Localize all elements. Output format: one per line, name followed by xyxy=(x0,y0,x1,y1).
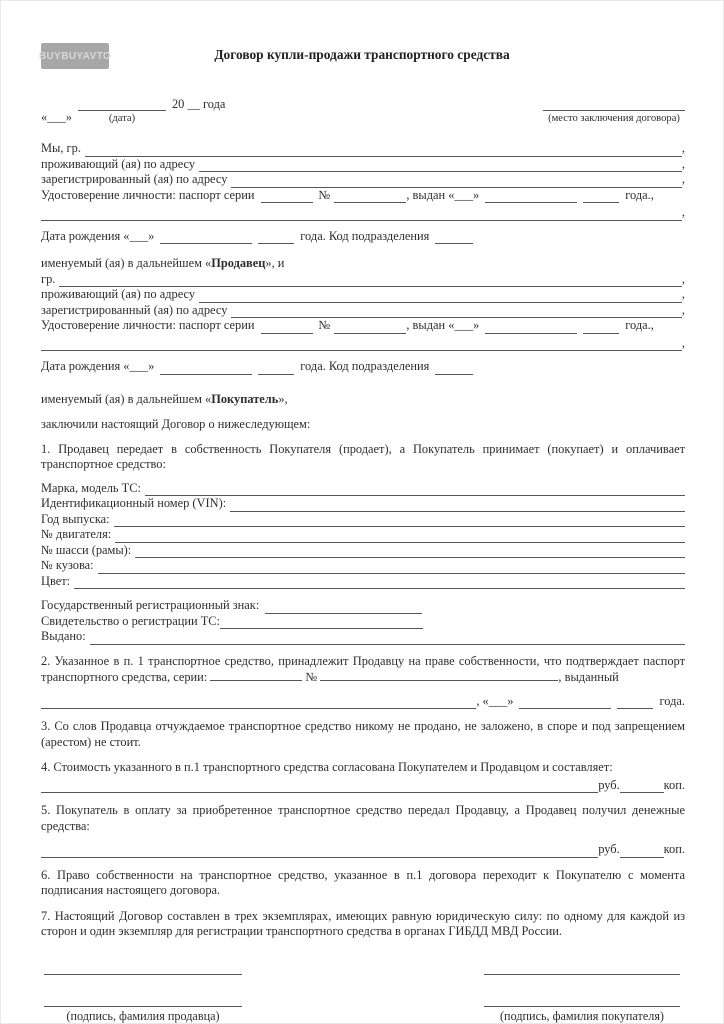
buyer-issued-suffix: года., xyxy=(625,318,654,332)
vehicle-field-row xyxy=(41,527,685,543)
clause-6: 6. Право собственности на транспортное средство, указанное в п.1 договора переходит к Покупателю с момента подписания настоящего договора. xyxy=(41,867,685,897)
registration-section xyxy=(41,598,685,645)
date-day-quotes: «___» xyxy=(41,110,72,124)
seller-signature-label: (подпись, фамилия продавца) xyxy=(66,1008,220,1023)
page-title: Договор купли-продажи транспортного средства xyxy=(214,47,510,62)
seller-birth-date-blank xyxy=(160,230,252,244)
buyer-dept-code-blank xyxy=(435,361,473,375)
seller-registered-blank xyxy=(231,174,681,188)
comma: , xyxy=(681,287,685,301)
clause-4-amount-row xyxy=(41,778,685,794)
buyer-residing-blank xyxy=(199,289,682,303)
reg-cert-row xyxy=(41,614,685,630)
seller-birth-suffix: года. Код подразделения xyxy=(300,228,430,243)
date-blank xyxy=(78,97,166,125)
reg-plate-row xyxy=(41,598,685,614)
vehicle-field-row xyxy=(41,574,685,590)
vehicle-color-label: Цвет: xyxy=(41,573,71,588)
vehicle-chassis-blank xyxy=(135,544,685,558)
buyer-named-name: Покупатель xyxy=(211,391,279,406)
seller-name-row xyxy=(41,141,685,157)
place-of-signing xyxy=(543,97,685,125)
paid-amount-blank xyxy=(41,844,598,858)
vehicle-field-row xyxy=(41,481,685,497)
buyer-birth-row xyxy=(41,359,685,375)
place-blank-line xyxy=(543,97,685,111)
vehicle-vin-label: Идентификационный номер (VIN): xyxy=(41,496,227,510)
pts-issue-year-blank xyxy=(617,695,653,709)
paid-kopeks-blank xyxy=(620,844,664,858)
comma: , xyxy=(681,271,685,286)
clause-2-quote-text: , «___» xyxy=(476,693,514,708)
seller-section xyxy=(41,141,685,272)
clause-5-amount-row xyxy=(41,842,685,858)
seller-issued-date-blank xyxy=(485,189,577,203)
buyer-name-row xyxy=(41,272,685,288)
vehicle-fields xyxy=(41,481,685,590)
seller-name-blank xyxy=(85,143,682,157)
seller-named-prefix: именуемый (ая) в дальнейшем « xyxy=(41,256,212,270)
pts-issue-date-blank xyxy=(519,695,611,709)
seller-birth-label: Дата рождения «___» xyxy=(41,228,155,243)
vehicle-body-label: № кузова: xyxy=(41,558,94,572)
seller-signature-line-2 xyxy=(44,1006,242,1007)
buyer-birth-label: Дата рождения «___» xyxy=(41,359,155,373)
buyer-registered-row xyxy=(41,303,685,319)
kop-label: коп. xyxy=(663,842,685,856)
vehicle-field-row xyxy=(41,543,685,559)
number-sign: № xyxy=(305,670,318,684)
vehicle-make-label: Марка, модель ТС: xyxy=(41,480,141,495)
clause-1: 1. Продавец передает в собственность Покупателя (продает), а Покупатель принимает (покупает) и оплачивает транспортное средство: xyxy=(41,441,685,471)
clause-2-year-text: года. xyxy=(659,693,685,708)
buyer-birth-suffix: года. Код подразделения xyxy=(300,359,430,373)
number-sign: № xyxy=(318,187,331,202)
buyer-name-label: гр. xyxy=(41,271,56,286)
reg-issued-row xyxy=(41,629,685,645)
comma: , xyxy=(681,141,685,155)
buyer-signature-block xyxy=(484,974,680,1024)
reg-plate-blank xyxy=(265,600,422,614)
vehicle-year-label: Год выпуска: xyxy=(41,511,110,526)
rub-label: руб. xyxy=(598,777,620,792)
document-header xyxy=(1,43,723,73)
buyer-issuer-blank xyxy=(41,337,682,351)
vehicle-color-blank xyxy=(74,575,685,589)
buyer-named-suffix: », xyxy=(278,391,288,406)
buyer-issued-year-blank xyxy=(583,320,619,334)
date-line xyxy=(41,97,225,125)
seller-birth-row xyxy=(41,229,685,245)
seller-issued-text: , выдан «___» xyxy=(406,187,480,202)
seller-named-row xyxy=(41,256,685,272)
seller-residing-label: проживающий (ая) по адресу xyxy=(41,156,196,171)
vehicle-field-row xyxy=(41,512,685,528)
vehicle-make-blank xyxy=(145,482,685,496)
pts-number-blank xyxy=(320,669,558,681)
clause-5: 5. Покупатель в оплату за приобретенное транспортное средство передал Продавцу, а Продавец получил денежные средства: xyxy=(41,803,685,833)
reg-cert-blank xyxy=(220,615,423,629)
seller-residing-row xyxy=(41,157,685,173)
buyer-issued-date-blank xyxy=(485,320,577,334)
seller-signature-block xyxy=(44,974,242,1024)
buyer-residing-row xyxy=(41,287,685,303)
seller-issuer-row xyxy=(41,205,685,221)
vehicle-year-blank xyxy=(114,513,685,527)
vehicle-engine-blank xyxy=(115,529,685,543)
buyer-issued-text: , выдан «___» xyxy=(406,318,480,332)
vehicle-engine-label: № двигателя: xyxy=(41,527,112,541)
vehicle-chassis-label: № шасси (рамы): xyxy=(41,542,132,557)
seller-named-suffix: », и xyxy=(265,256,285,270)
pts-series-blank xyxy=(210,669,302,681)
brand-logo: BUYBUYAVTO xyxy=(41,43,109,69)
seller-dept-code-blank xyxy=(435,230,473,244)
price-kopeks-blank xyxy=(620,779,664,793)
vehicle-field-row xyxy=(41,558,685,574)
comma: , xyxy=(681,205,685,219)
seller-name-label: Мы, гр. xyxy=(41,141,81,155)
signatures-section xyxy=(41,974,685,1024)
date-blank-line xyxy=(78,97,166,111)
buyer-named-prefix: именуемый (ая) в дальнейшем « xyxy=(41,391,212,406)
buyer-name-blank xyxy=(59,273,682,287)
buyer-signature-label: (подпись, фамилия покупателя) xyxy=(500,1008,664,1023)
date-place-row xyxy=(41,97,685,125)
reg-plate-label: Государственный регистрационный знак: xyxy=(41,598,260,612)
clause-7: 7. Настоящий Договор составлен в трех экземплярах, имеющих равную юридическую силу: по одному для каждой из сторон и один экземпляр для регистрации транспортного средства в органах ГИБДД МВД России. xyxy=(41,908,685,938)
kop-label: коп. xyxy=(663,777,685,792)
reg-issued-blank xyxy=(90,631,685,645)
buyer-named-row xyxy=(41,392,685,408)
seller-passport-number-blank xyxy=(334,189,406,203)
pts-issuer-blank xyxy=(41,695,476,709)
buyer-section xyxy=(41,272,685,408)
number-sign: № xyxy=(318,318,331,332)
comma: , xyxy=(681,302,685,317)
seller-named-name: Продавец xyxy=(211,256,266,270)
rub-label: руб. xyxy=(598,842,620,856)
seller-registered-label: зарегистрированный (ая) по адресу xyxy=(41,172,228,186)
document-body xyxy=(1,97,723,1024)
agreement-intro: заключили настоящий Договор о нижеследующем: xyxy=(41,417,311,431)
clause-4: 4. Стоимость указанного в п.1 транспортного средства согласована Покупателем и Продавцом и составляет: xyxy=(41,760,613,774)
seller-passport-row xyxy=(41,188,685,204)
reg-cert-label: Свидетельство о регистрации ТС: xyxy=(41,613,220,628)
seller-issued-suffix: года., xyxy=(625,187,654,202)
seller-residing-blank xyxy=(199,158,682,172)
date-under-label: (дата) xyxy=(108,113,136,124)
vehicle-body-blank xyxy=(98,560,685,574)
buyer-birth-year-blank xyxy=(258,361,294,375)
buyer-residing-label: проживающий (ая) по адресу xyxy=(41,287,196,301)
date-year-text: 20 __ года xyxy=(171,97,226,111)
reg-issued-label: Выдано: xyxy=(41,629,86,643)
seller-registered-row xyxy=(41,172,685,188)
place-under-label: (место заключения договора) xyxy=(548,113,680,124)
clause-2 xyxy=(41,654,685,686)
seller-passport-series-blank xyxy=(261,189,313,203)
buyer-passport-series-blank xyxy=(261,320,313,334)
buyer-signature-line-2 xyxy=(484,1006,680,1007)
comma: , xyxy=(681,335,685,350)
comma: , xyxy=(681,172,685,186)
comma: , xyxy=(681,156,685,171)
clause-2-continuation-row xyxy=(41,694,685,710)
seller-issued-year-blank xyxy=(583,189,619,203)
clause-2-issued-text: , выданный xyxy=(558,670,619,684)
buyer-registered-blank xyxy=(231,304,681,318)
buyer-passport-number-blank xyxy=(334,320,406,334)
buyer-issuer-row xyxy=(41,336,685,352)
clause-3: 3. Со слов Продавца отчуждаемое транспортное средство никому не продано, не заложено, в споре и под запрещением (арестом) не стоит. xyxy=(41,719,685,749)
price-amount-blank xyxy=(41,779,598,793)
seller-issuer-blank xyxy=(41,207,682,221)
seller-birth-year-blank xyxy=(258,230,294,244)
clause-2-text: 2. Указанное в п. 1 транспортное средство, принадлежит Продавцу на праве собственности, что подтверждает паспорт транспортного средства, серии: xyxy=(41,653,685,684)
buyer-registered-label: зарегистрированный (ая) по адресу xyxy=(41,302,228,317)
buyer-passport-row xyxy=(41,318,685,334)
seller-passport-label: Удостоверение личности: паспорт серии xyxy=(41,187,255,202)
buyer-passport-label: Удостоверение личности: паспорт серии xyxy=(41,318,255,332)
vehicle-vin-blank xyxy=(230,498,685,512)
buyer-birth-date-blank xyxy=(160,361,252,375)
vehicle-field-row xyxy=(41,496,685,512)
